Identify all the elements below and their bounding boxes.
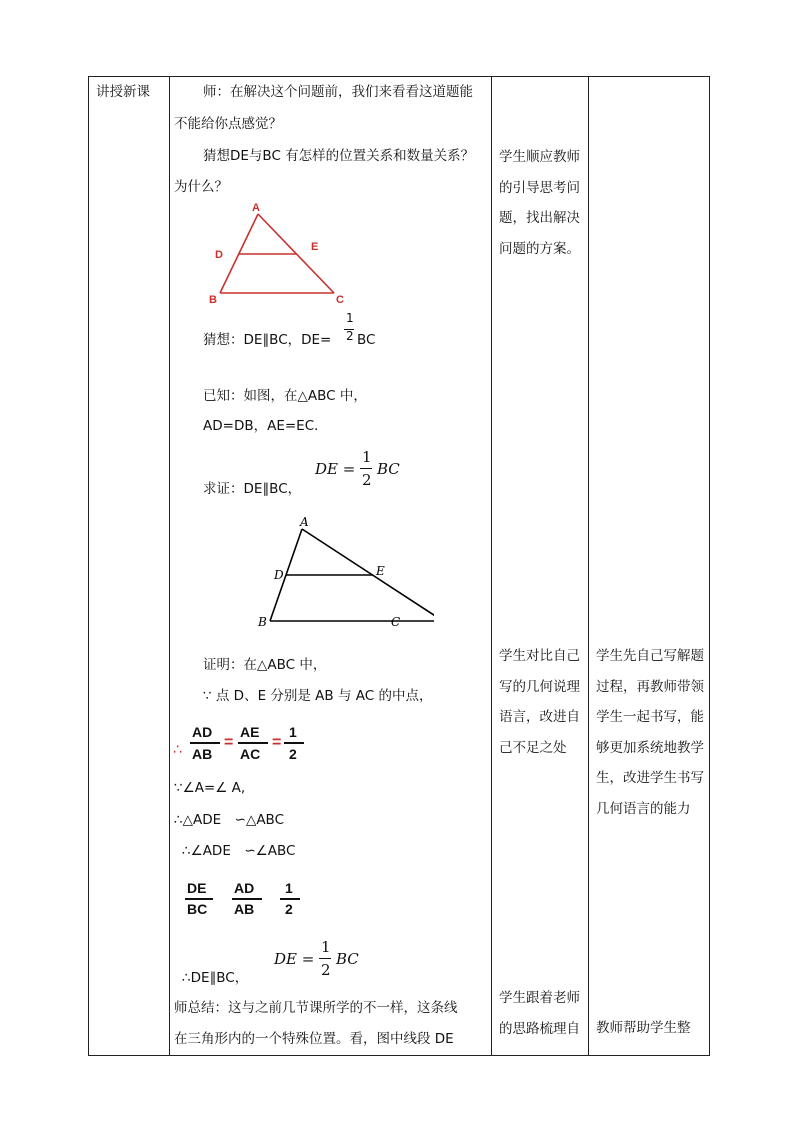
similar-line-2: ∴∠ADE ∽∠ABC [182, 843, 296, 859]
prove-formula-right: BC [377, 460, 400, 478]
known-line-2: AD=DB，AE=EC． [203, 418, 328, 434]
summary-line-2: 在三角形内的一个特殊位置。看，图中线段 DE [174, 1031, 454, 1047]
conclusion-formula-bar [319, 958, 331, 959]
guess-frac-den: 2 [346, 329, 354, 343]
conclusion-statement: ∴DE∥BC， [182, 970, 249, 986]
student-activity-cell [492, 77, 589, 1056]
equals-1: = [224, 734, 234, 751]
fig1-label-b: B [209, 294, 217, 306]
summary-line-1: 师总结：这与之前几节课所学的不一样，这条线 [174, 1000, 458, 1016]
triangle-figure-red [200, 201, 360, 311]
similar-line-1: ∴△ADE ∽△ABC [174, 812, 285, 828]
fig1-label-a: A [252, 202, 260, 214]
prove-formula-bar [360, 468, 372, 469]
design-intent-cell [589, 77, 710, 1056]
guess-frac-num: 1 [346, 311, 354, 325]
conclusion-formula-num: 1 [321, 938, 331, 956]
prove-formula-left: DE = [315, 460, 356, 478]
conclusion-formula-den: 2 [321, 961, 331, 979]
therefore-symbol-1: ∴ [173, 742, 182, 758]
fig1-label-d: D [215, 249, 223, 261]
fig1-label-e: E [311, 241, 319, 253]
frac-one-den: 2 [289, 746, 297, 762]
proof-line-2: ∵ 点 D、E 分别是 AB 与 AC 的中点， [203, 688, 433, 704]
frac-de: DE [187, 880, 207, 896]
lesson-plan-table [88, 76, 710, 1056]
conclusion-formula-left: DE = [274, 950, 315, 968]
guess-statement: 猜想：DE∥BC，DE= [203, 332, 332, 348]
frac-ad-ab-bar [190, 742, 220, 744]
section-cell [89, 77, 170, 1056]
frac-one-den-2: 2 [285, 901, 293, 917]
frac-ab: AB [192, 746, 213, 762]
teaching-content [170, 77, 491, 1055]
design-intent-1: 学生先自己写解题过程，再教师带领学生一起书写，能够更加系统地教学生，改进学生书写几何语言的能力 [596, 648, 704, 817]
frac-one-num-2: 1 [285, 880, 293, 896]
prove-formula-num: 1 [362, 448, 372, 466]
intro-line-2: 不能给你点感觉？ [174, 116, 282, 132]
guess-question-line-2: 为什么？ [174, 179, 228, 195]
student-activity-3: 学生跟着老师的思路梳理自 [499, 990, 580, 1037]
student-activity-2: 学生对比自己写的几何说理语言，改进自己不足之处 [499, 648, 580, 756]
section-label: 讲授新课 [96, 84, 150, 100]
frac-ae: AE [240, 724, 260, 740]
frac-one-num: 1 [289, 724, 297, 740]
frac-bc: BC [187, 901, 208, 917]
prove-statement: 求证：DE∥BC， [203, 481, 302, 497]
fig1-label-c: C [336, 294, 344, 306]
frac-ac: AC [240, 746, 261, 762]
teaching-content-cell [170, 77, 492, 1056]
fig2-label-a: A [300, 515, 309, 529]
frac-ab-2: AB [234, 901, 255, 917]
frac-one-half-bar [284, 742, 304, 744]
intro-line-1: 师：在解决这个问题前，我们来看看这道题能 [203, 84, 473, 100]
proof-line-1: 证明：在△ABC 中， [203, 657, 327, 673]
frac-ad-2: AD [234, 880, 255, 896]
conclusion-formula-right: BC [336, 950, 359, 968]
fig2-label-e: E [376, 564, 385, 578]
prove-formula-den: 2 [362, 471, 372, 489]
guess-suffix: BC [357, 332, 376, 348]
fig2-label-d: D [274, 568, 284, 582]
student-activity-1: 学生顺应教师的引导思考问题，找出解决问题的方案。 [499, 149, 580, 257]
fig2-label-b: B [258, 615, 267, 629]
angle-line: ∵∠A=∠ A, [174, 780, 246, 796]
frac-ad: AD [192, 724, 213, 740]
frac-ae-ac-bar [238, 742, 268, 744]
design-intent-2: 教师帮助学生整 [596, 1020, 691, 1036]
fig2-label-c: C [391, 615, 401, 629]
equals-2: = [272, 734, 282, 751]
triangle-figure-proof [214, 513, 434, 633]
guess-question-line-1: 猜想DE与BC 有怎样的位置关系和数量关系？ [203, 148, 475, 164]
known-line-1: 已知：如图，在△ABC 中， [203, 388, 367, 404]
